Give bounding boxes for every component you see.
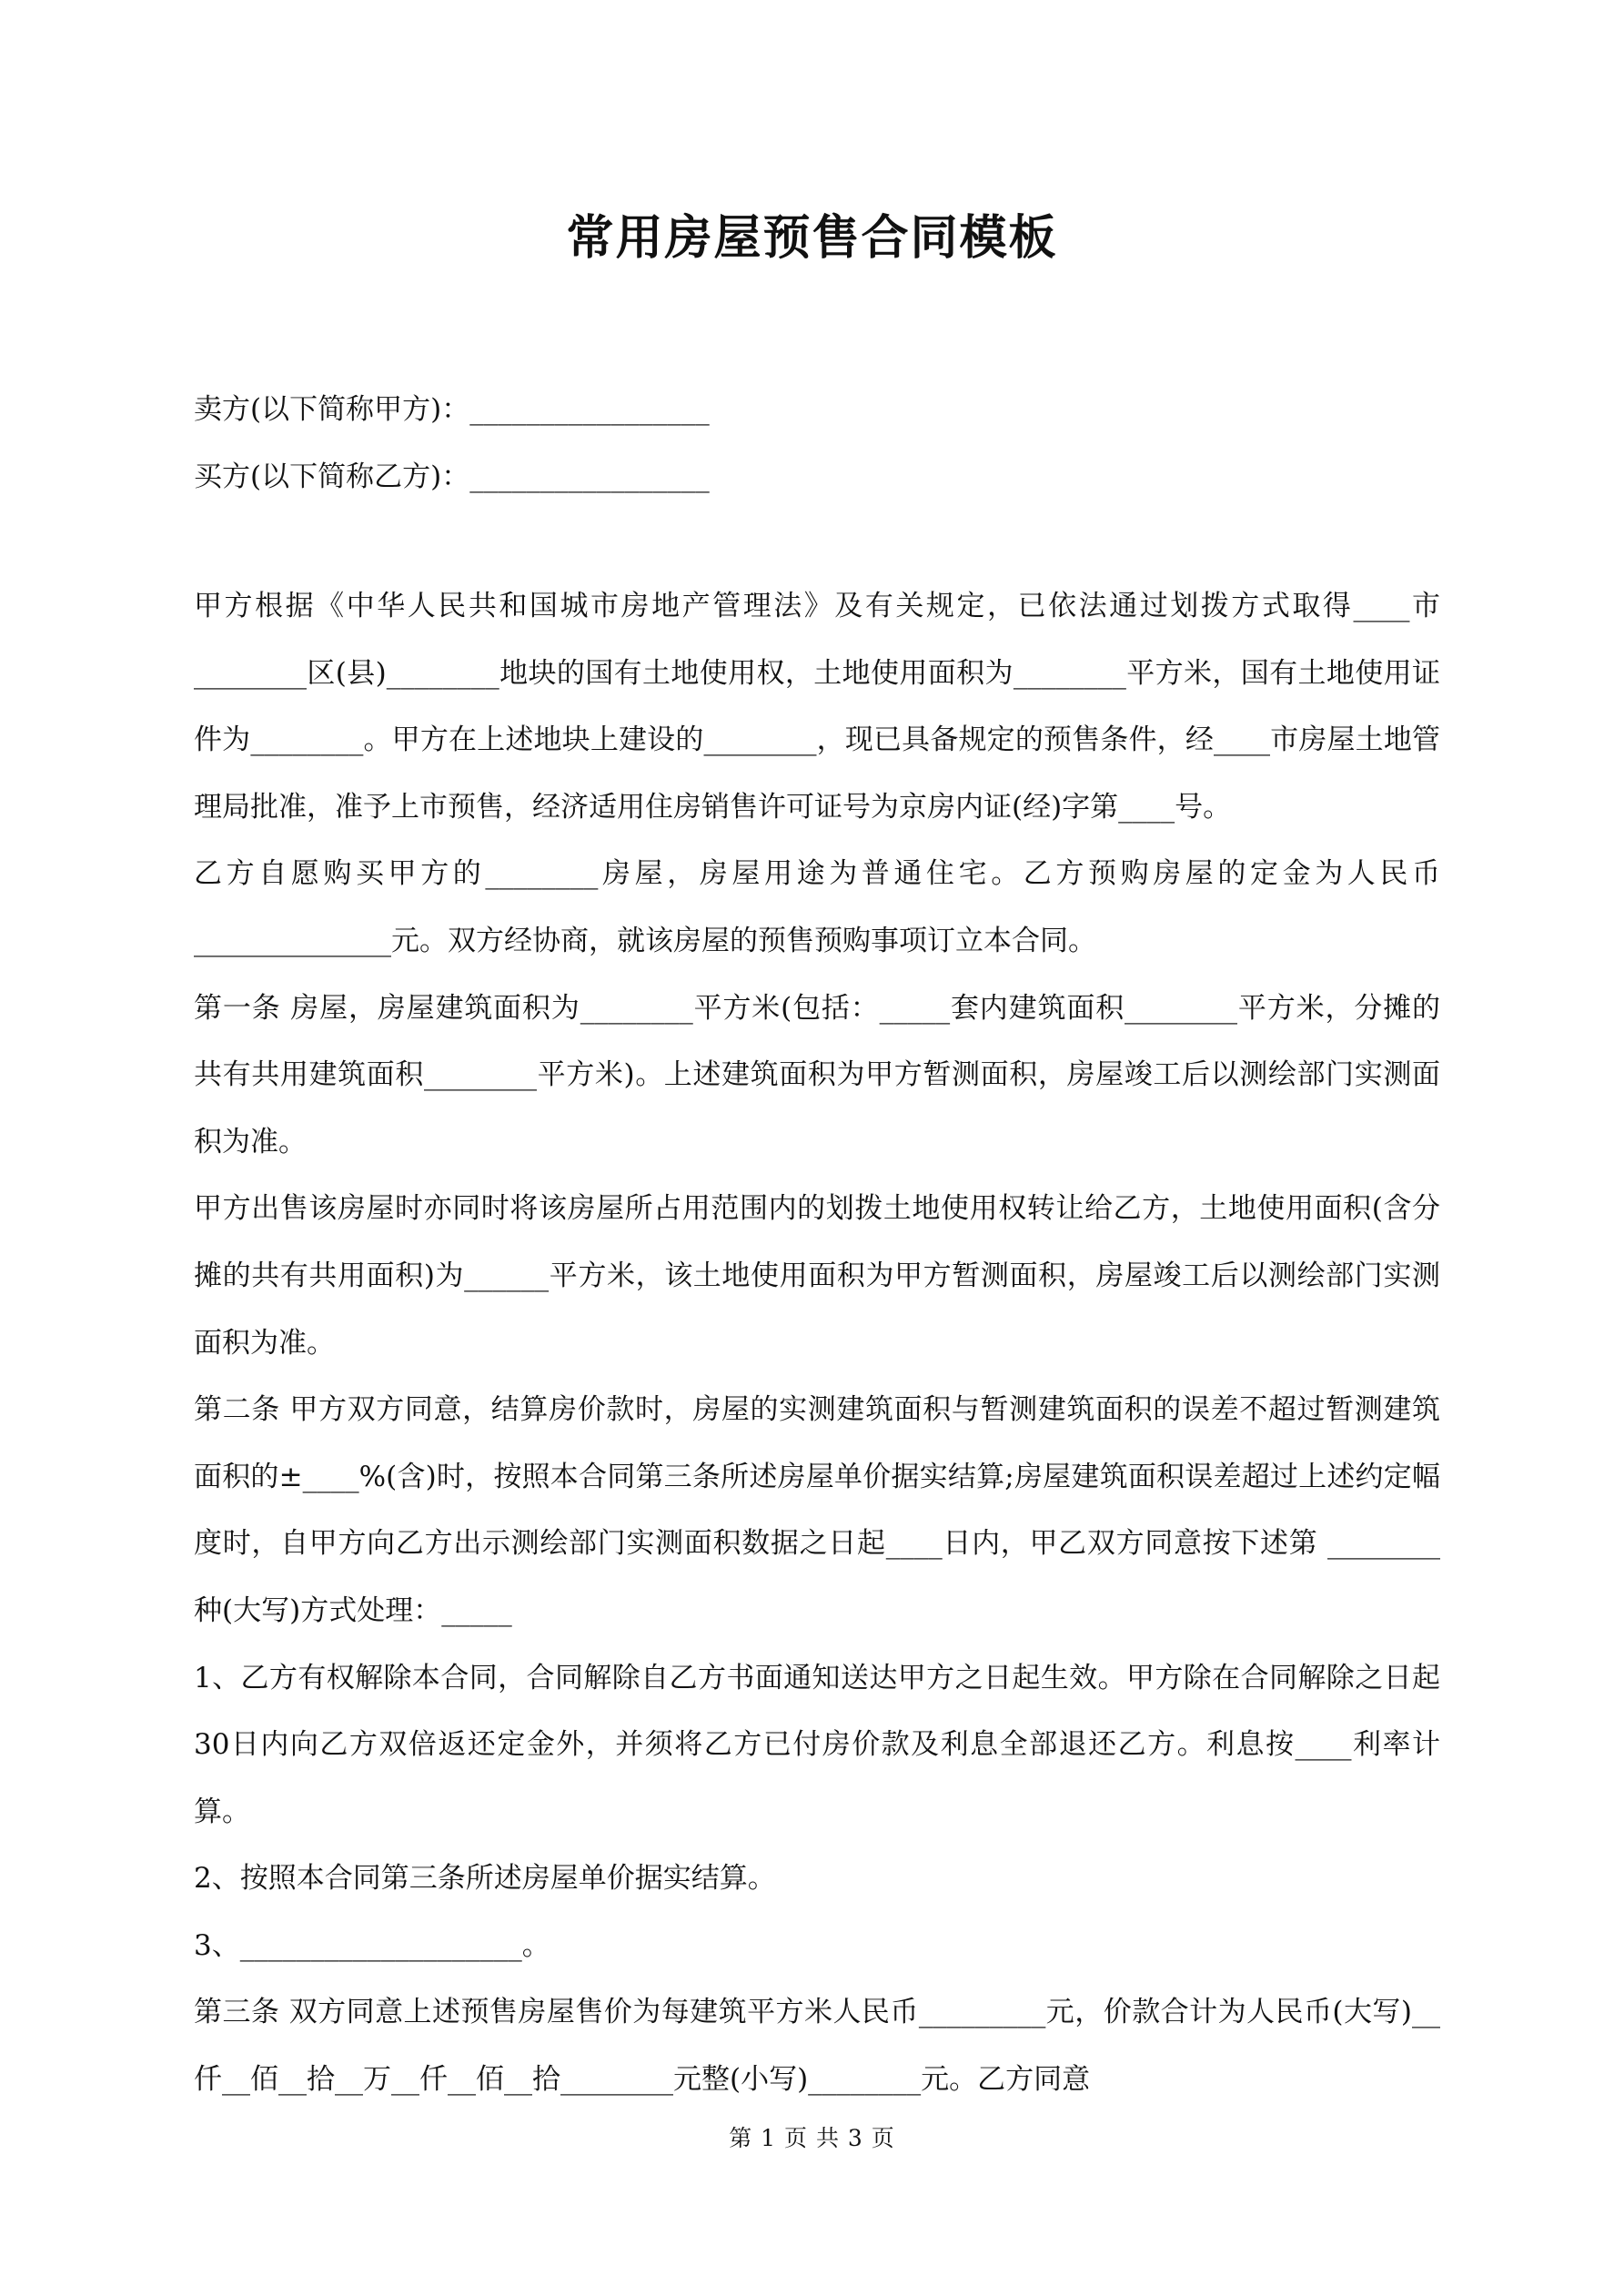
paragraph-option-3: 3、____________________。 [194,1928,550,1962]
buyer-line: 买方(以下简称乙方)：_________________ [194,460,710,493]
document-title: 常用房屋预售合同模板 [566,210,1058,266]
paragraph-land-use: 甲方根据《中华人民共和国城市房地产管理法》及有关规定，已依法通过划拨方式取得____市________区(县)________地块的国有土地使用权，土地使用面积为________平方米，国有土地使用证件为________。甲方在上述地块上建设的________，现已具备规定的预售条件，经____市房屋土地管理局批准，准予上市预售，经济适用住房销售许可证号为京房内证(经)字第____号。 [194,590,1440,824]
contract-body [194,573,1440,2114]
paragraph-article-3: 第三条 双方同意上述预售房屋售价为每建筑平方米人民币_________元，价款合计为人民币(大写)__仟__佰__拾__万__仟__佰__拾________元整(小写)________元。乙方同意 [194,1996,1440,2097]
paragraph-buyer-intent: 乙方自愿购买甲方的________房屋，房屋用途为普通住宅。乙方预购房屋的定金为人民币______________元。双方经协商，就该房屋的预售预购事项订立本合同。 [194,857,1440,957]
paragraph-land-transfer: 甲方出售该房屋时亦同时将该房屋所占用范围内的划拨土地使用权转让给乙方，土地使用面积(含分摊的共有共用面积)为______平方米，该土地使用面积为甲方暂测面积，房屋竣工后以测绘部门实测面积为准。 [194,1192,1440,1360]
seller-line: 卖方(以下简称甲方)：_________________ [194,393,710,426]
page-footer: 第 1 页 共 3 页 [729,2125,895,2151]
paragraph-option-2: 2、按照本合同第三条所述房屋单价据实结算。 [194,1862,776,1896]
paragraph-article-2: 第二条 甲方双方同意，结算房价款时，房屋的实测建筑面积与暂测建筑面积的误差不超过暂测建筑面积的±____%(含)时，按照本合同第三条所述房屋单价据实结算;房屋建筑面积误差超过上述约定幅度时，自甲方向乙方出示测绘部门实测面积数据之日起____日内，甲乙双方同意按下述第 ________种(大写)方式处理：_____ [194,1393,1440,1627]
paragraph-option-1: 1、乙方有权解除本合同，合同解除自乙方书面通知送达甲方之日起生效。甲方除在合同解除之日起30日内向乙方双倍返还定金外，并须将乙方已付房价款及利息全部退还乙方。利息按____利率计算。 [194,1661,1440,1828]
parties-block [194,376,1449,511]
paragraph-article-1: 第一条 房屋，房屋建筑面积为________平方米(包括：_____套内建筑面积________平方米，分摊的共有共用建筑面积________平方米)。上述建筑面积为甲方暂测面积，房屋竣工后以测绘部门实测面积为准。 [194,991,1440,1158]
